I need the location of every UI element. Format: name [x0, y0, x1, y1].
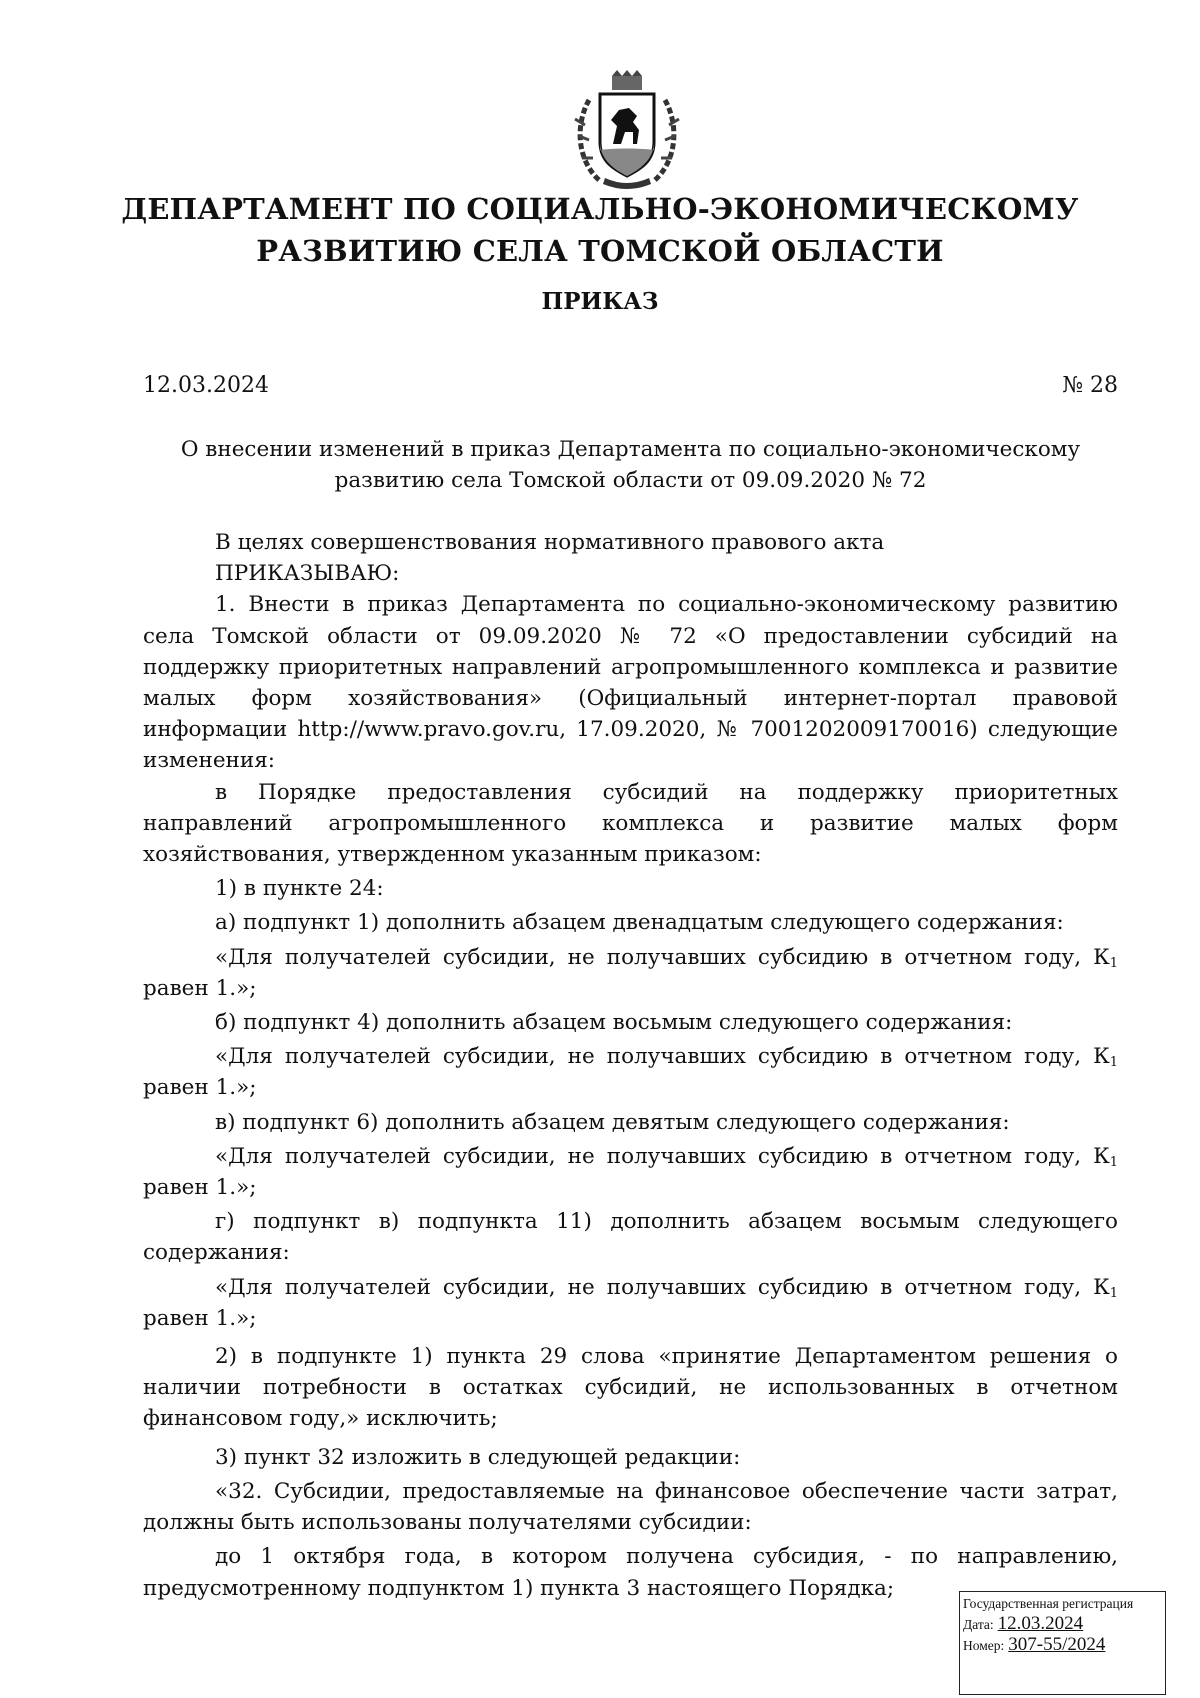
k-subscript: 1: [1109, 1055, 1118, 1071]
quote-end: равен 1.»;: [143, 1075, 257, 1101]
point-32: «32. Субсидии, предоставляемые на финансовое обеспечение части затрат, должны быть использованы получателями субсидии:: [143, 1478, 1118, 1536]
document-subject: [143, 434, 1118, 496]
quote-end: равен 1.»;: [143, 1175, 257, 1201]
point-32-deadline: до 1 октября года, в котором получена субсидия, - по направлению, предусмотренному подпунктом 1) пункта 3 настоящего Порядка;: [143, 1544, 1118, 1601]
stamp-date-value: 12.03.2024: [997, 1613, 1084, 1634]
quote-a: [143, 942, 1118, 1004]
item-1-sub-3: 3) пункт 32 изложить в следующей редакции:: [215, 1444, 741, 1470]
preamble: В целях совершенствования нормативного правового акта: [215, 530, 885, 555]
stamp-number-row: [963, 1635, 1162, 1656]
document-type: ПРИКАЗ: [541, 288, 659, 315]
item-1: 1. Внести в приказ Департамента по социально-экономическому развитию села Томской области от 09.09.2020 № 72 «О предоставлении субсидий на поддержку приоритетных направлений агропромышленного комплекса и развитие малых форм хозяйствования» (Официальный интернет-портал правовой информации http://www.pravo.gov.ru, 17.09.2020, № 7001202009170016) следующие изменения:: [143, 592, 1118, 774]
k-subscript: 1: [1109, 1154, 1118, 1170]
subject-line-2: развитию села Томской области от 09.09.2020 № 72: [334, 468, 927, 493]
stamp-title: Государственная регистрация: [963, 1596, 1134, 1611]
coat-of-arms-icon: [567, 70, 687, 192]
order-word: ПРИКАЗЫВАЮ:: [215, 561, 400, 587]
quote-v: [143, 1141, 1118, 1203]
quote-text: «Для получателей субсидии, не получавших субсидию в отчетном году, К: [215, 944, 1110, 970]
k-subscript: 1: [1109, 955, 1118, 971]
item-1-sub-1: 1) в пункте 24:: [215, 876, 384, 902]
quote-g: [143, 1272, 1118, 1334]
quote-end: равен 1.»;: [143, 1305, 257, 1331]
document-date: 12.03.2024: [143, 373, 269, 398]
quote-text: «Для получателей субсидии, не получавших субсидию в отчетном году, К: [215, 1143, 1110, 1169]
quote-text: «Для получателей субсидии, не получавших субсидию в отчетном году, К: [215, 1274, 1110, 1300]
stamp-number-label: Номер:: [963, 1638, 1005, 1653]
registration-stamp: [959, 1591, 1166, 1695]
stamp-date-row: [963, 1614, 1162, 1635]
subitem-g: г) подпункт в) подпункта 11) дополнить абзацем восьмым следующего содержания:: [143, 1209, 1118, 1266]
org-line-2: РАЗВИТИЮ СЕЛА ТОМСКОЙ ОБЛАСТИ: [256, 234, 944, 268]
document-number: № 28: [1062, 373, 1118, 398]
organization-name: [0, 188, 1200, 272]
org-line-1: ДЕПАРТАМЕНТ ПО СОЦИАЛЬНО-ЭКОНОМИЧЕСКОМУ: [121, 192, 1079, 226]
document-body: [143, 527, 1118, 1604]
quote-b: [143, 1041, 1118, 1103]
item-1-intro: в Порядке предоставления субсидий на поддержку приоритетных направлений агропромышленного комплекса и развитие малых форм хозяйствования, утвержденном указанным приказом:: [143, 779, 1118, 868]
stamp-number-value: 307-55/2024: [1008, 1634, 1106, 1655]
subitem-b: б) подпункт 4) дополнить абзацем восьмым следующего содержания:: [215, 1010, 1013, 1036]
k-subscript: 1: [1109, 1285, 1118, 1301]
stamp-date-label: Дата:: [963, 1617, 994, 1632]
subject-line-1: О внесении изменений в приказ Департамента по социально-экономическому: [180, 437, 1081, 462]
quote-end: равен 1.»;: [143, 975, 257, 1001]
subitem-a: а) подпункт 1) дополнить абзацем двенадцатым следующего содержания:: [215, 910, 1064, 936]
subitem-v: в) подпункт 6) дополнить абзацем девятым следующего содержания:: [215, 1109, 1010, 1135]
item-1-sub-2: 2) в подпункте 1) пункта 29 слова «принятие Департаментом решения о наличии потребности в остатках субсидий, не использованных в отчетном финансовом году,» исключить;: [143, 1344, 1118, 1432]
quote-text: «Для получателей субсидии, не получавших субсидию в отчетном году, К: [215, 1044, 1110, 1070]
